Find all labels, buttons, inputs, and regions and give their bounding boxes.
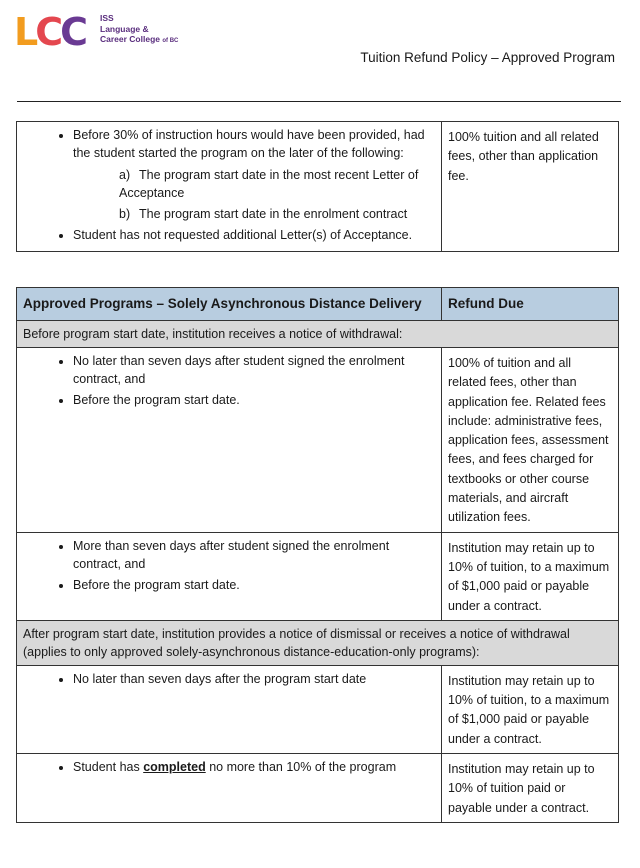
list-item: • Before 30% of instruction hours would have been provided, had the student started the program on the later of the following: a) The program start date in the most recent Letter of Acceptance b) The program start date in the enrolment contract (73, 126, 435, 223)
refund-cell: Institution may retain up to 10% of tuition, to a maximum of $1,000 paid or payable under a contract. (442, 532, 619, 620)
section-row: Before program start date, institution receives a notice of withdrawal: (17, 321, 619, 348)
column-header-refund: Refund Due (442, 288, 619, 321)
table-row (17, 532, 619, 620)
sub-list-item: b) The program start date in the enrolment contract (119, 207, 408, 221)
table-row (17, 754, 619, 823)
async-refund-table (16, 287, 619, 823)
header-divider (17, 101, 621, 102)
condition-cell (17, 532, 442, 620)
college-logo (14, 12, 184, 52)
logo-college-name: ISS Language & Career College of BC (100, 13, 179, 44)
list-item: • More than seven days after student signed the enrolment contract, and (73, 537, 435, 573)
list-item: • No later than seven days after the program start date (73, 670, 435, 688)
condition-cell (17, 665, 442, 753)
table-row (17, 665, 619, 753)
table-header-row (17, 288, 619, 321)
sub-list-item: a) The program start date in the most recent Letter of Acceptance (119, 168, 419, 200)
refund-table-continued (16, 121, 619, 252)
condition-cell (17, 754, 442, 823)
logo-wordmark: LCC (14, 10, 85, 54)
refund-cell: Institution may retain up to 10% of tuition, to a maximum of $1,000 paid or payable under a contract. (442, 665, 619, 753)
document-title: Tuition Refund Policy – Approved Program (360, 50, 615, 65)
list-item: • Student has completed no more than 10% of the program (73, 758, 435, 776)
refund-cell: 100% tuition and all related fees, other than application fee. (442, 122, 619, 252)
table-row (17, 348, 619, 533)
condition-cell (17, 122, 442, 252)
column-header-programs: Approved Programs – Solely Asynchronous Distance Delivery (17, 288, 442, 321)
emphasized-word: completed (143, 760, 206, 775)
list-item: • Before the program start date. (73, 576, 435, 594)
list-item: • Before the program start date. (73, 391, 435, 409)
refund-cell: Institution may retain up to 10% of tuition paid or payable under a contract. (442, 754, 619, 823)
section-row: After program start date, institution provides a notice of dismissal or receives a notice of withdrawal (applies to only approved solely-asynchronous distance-education-only programs): (17, 620, 619, 665)
table-row (17, 122, 619, 252)
refund-cell: 100% of tuition and all related fees, other than application fee. Related fees include: administrative fees, application fees, assessment fees, and fees charged for textbooks or other course materials, and aircraft utilization fees. (442, 348, 619, 533)
condition-cell (17, 348, 442, 533)
list-item: • Student has not requested additional Letter(s) of Acceptance. (73, 226, 435, 244)
list-item: • No later than seven days after student signed the enrolment contract, and (73, 352, 435, 388)
